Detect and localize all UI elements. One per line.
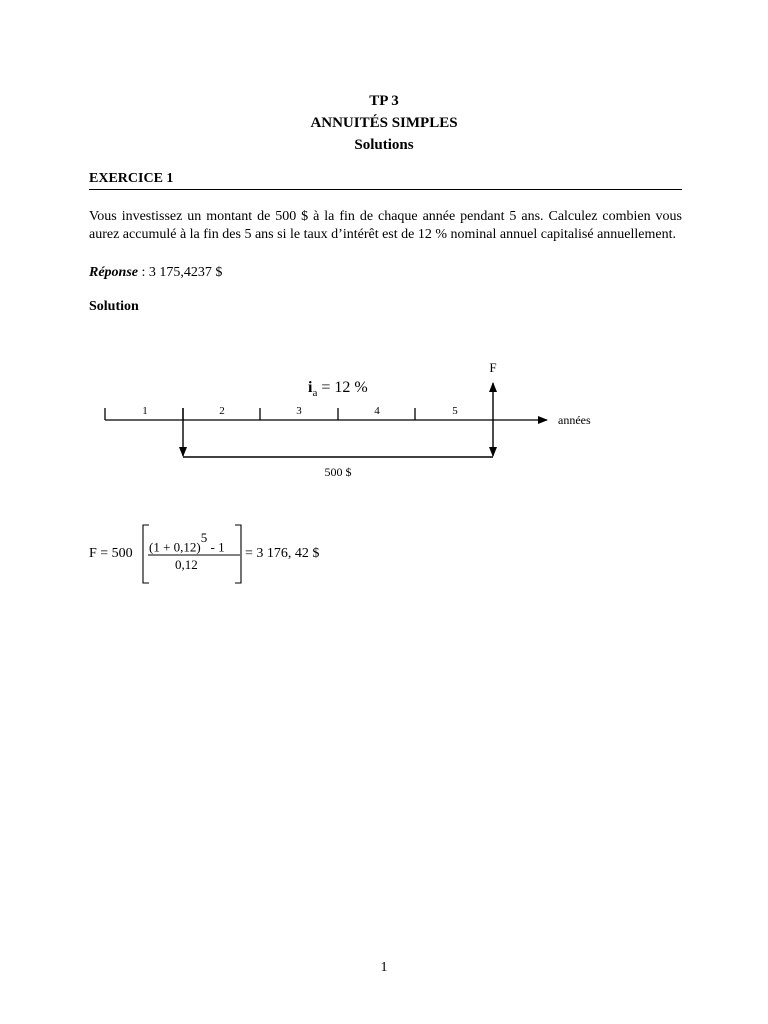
rate-symbol: i	[308, 379, 313, 396]
future-value-label: F	[489, 360, 497, 375]
numerator-tail: - 1	[207, 539, 225, 555]
exercise-heading: EXERCICE 1	[89, 171, 682, 190]
future-value-formula	[89, 522, 439, 587]
cash-flow-diagram	[95, 350, 615, 485]
period-label-2: 2	[219, 405, 225, 417]
rate-value: = 12 %	[317, 379, 368, 396]
axis-label: années	[558, 413, 591, 427]
period-label-1: 1	[142, 405, 148, 417]
solution-heading: Solution	[89, 299, 139, 314]
page-number: 1	[380, 960, 388, 975]
numerator-exponent: 5	[200, 530, 208, 545]
period-label-3: 3	[296, 405, 302, 417]
right-bracket-icon	[233, 524, 243, 584]
period-label-5: 5	[452, 405, 458, 417]
numerator-base: (1 + 0,12)	[149, 539, 201, 555]
interest-rate-label	[308, 379, 368, 399]
answer-line	[89, 264, 222, 282]
formula-numerator	[149, 530, 225, 555]
answer-label: Réponse	[89, 265, 138, 280]
tp-number: TP 3	[369, 93, 399, 109]
formula-denominator: 0,12	[175, 557, 198, 572]
answer-value: : 3 175,4237 $	[138, 265, 223, 280]
period-label-4: 4	[374, 405, 380, 417]
rate-subscript: a	[312, 387, 318, 399]
formula-lhs: F = 500	[89, 546, 133, 561]
payment-amount-label: 500 $	[324, 465, 352, 479]
exercise-statement: Vous investissez un montant de 500 $ à la fin de chaque année pendant 5 ans. Calculez combien vous aurez accumulé à la fin des 5 ans si le taux d’intérêt est de 12 % nominal annuel capitalisé annuellement.	[89, 209, 682, 242]
page-subtitle: Solutions	[354, 137, 414, 153]
formula-result: = 3 176, 42 $	[245, 546, 320, 561]
page-title: ANNUITÉS SIMPLES	[310, 115, 458, 131]
title-block	[0, 90, 768, 156]
